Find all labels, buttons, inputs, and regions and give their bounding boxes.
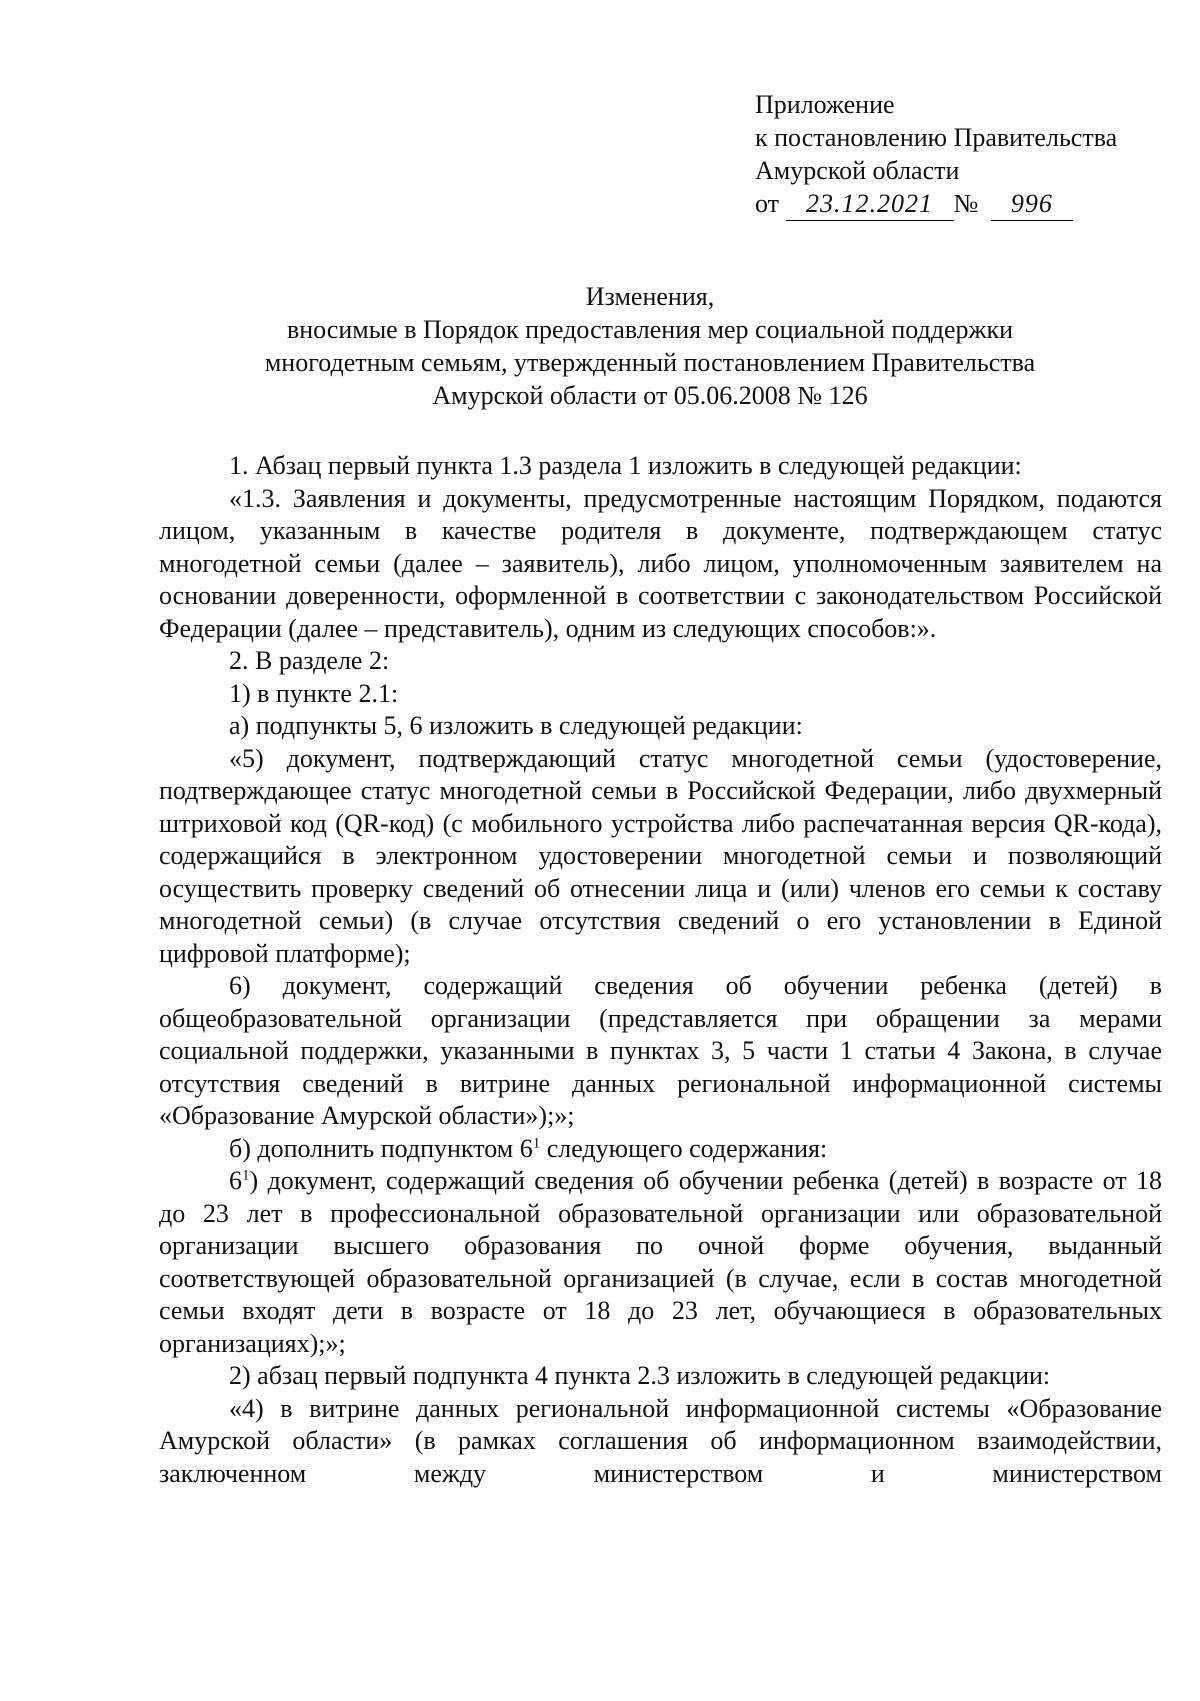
paragraph-7: 6) документ, содержащий сведения об обучении ребенка (детей) в общеобразовательной организации (представляется при обращении за мерами социальной поддержки, указанными в пунктах 3, 5 части 1 статьи 4 Закона, в случае отсутствия сведений в витрине данных региональной информационной системы «Образование Амурской области»);»; <box>159 971 1162 1130</box>
title-line-2: вносимые в Порядок предоставления мер социальной поддержки <box>286 315 1014 344</box>
paragraph-9-text: ) документ, содержащий сведения об обучении ребенка (детей) в возрасте от 18 до 23 лет в профессиональной образовательной организации или образовательной организации высшего образования по очной форме обучения, выданный соответствующей образовательной организацией (в случае, если в состав многодетной семьи входят дети в возрасте от 18 до 23 лет, обучающиеся в образовательных организациях);»; <box>159 1166 1162 1358</box>
paragraph-9-num: 6 <box>229 1166 242 1195</box>
title-line-3: многодетным семьям, утвержденный постановлением Правительства <box>264 348 1036 377</box>
handwritten-date: 23.12.2021 <box>786 187 954 221</box>
paragraph-8-start: б) дополнить подпунктом 6 <box>229 1133 533 1163</box>
paragraph-8 <box>159 1133 1162 1166</box>
appendix-line-1: Приложение <box>755 90 895 119</box>
document-title <box>150 280 1150 412</box>
appendix-header <box>755 88 1117 221</box>
appendix-date-line <box>755 187 1117 221</box>
handwritten-number: 996 <box>991 187 1073 221</box>
superscript-1b: 1 <box>242 1167 250 1184</box>
paragraph-8-end: следующего содержания: <box>540 1133 828 1163</box>
date-prefix: от <box>755 189 780 218</box>
document-body <box>159 450 1162 1490</box>
appendix-line-3: Амурской области <box>755 156 960 185</box>
number-prefix: № <box>953 189 979 218</box>
paragraph-11: «4) в витрине данных региональной информационной системы «Образование Амурской области» (в рамках соглашения об информационном взаимодействии, заключенном между министерством и министерством <box>159 1393 1162 1488</box>
paragraph-6: «5) документ, подтверждающий статус многодетной семьи (удостоверение, подтверждающее статус многодетной семьи в Российской Федерации, либо двухмерный штриховой код (QR-код) (с мобильного устройства либо распечатанная версия QR-кода), содержащийся в электронном удостоверении многодетной семьи и позволяющий осуществить проверку сведений об отнесении лица и (или) членов его семьи к составу многодетной семьи) (в случае отсутствия сведений о его установлении в Единой цифровой платформе); <box>159 743 1162 968</box>
appendix-line-2: к постановлению Правительства <box>755 123 1118 152</box>
paragraph-9 <box>159 1165 1162 1360</box>
title-line-4: Амурской области от 05.06.2008 № 126 <box>432 381 868 410</box>
superscript-1: 1 <box>532 1134 541 1151</box>
paragraph-4: 1) в пункте 2.1: <box>229 678 399 708</box>
paragraph-1: 1. Абзац первый пункта 1.3 раздела 1 изложить в следующей редакции: <box>229 451 1022 480</box>
title-line-1: Изменения, <box>585 282 715 311</box>
paragraph-2: «1.3. Заявления и документы, предусмотренные настоящим Порядком, подаются лицом, указанным в качестве родителя в документе, подтверждающем статус многодетной семьи (далее – заявитель), либо лицом, уполномоченным заявителем на основании доверенности, оформленной в соответствии с законодательством Российской Федерации (далее – представитель), одним из следующих способов:». <box>159 483 1162 643</box>
paragraph-5: а) подпункты 5, 6 изложить в следующей редакции: <box>229 711 803 740</box>
paragraph-3: 2. В разделе 2: <box>229 646 390 675</box>
paragraph-10: 2) абзац первый подпункта 4 пункта 2.3 изложить в следующей редакции: <box>229 1361 1051 1390</box>
